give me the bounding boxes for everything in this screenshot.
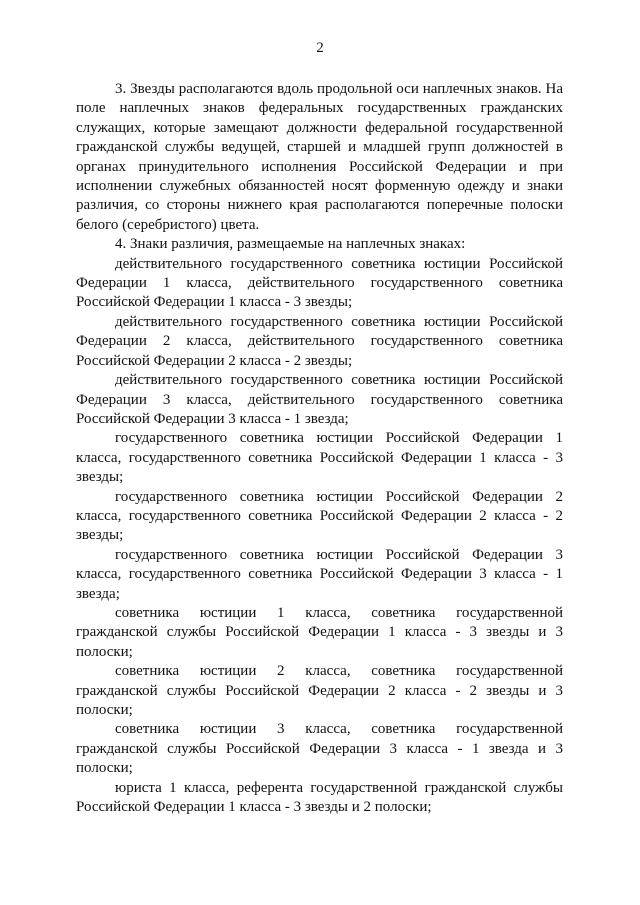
paragraph-list-item: государственного советника юстиции Российской Федерации 3 класса, государственного советника Российской Федерации 3 класса - 1 звезда; <box>76 546 563 602</box>
paragraph-list-item: действительного государственного советника юстиции Российской Федерации 1 класса, действительного государственного советника Российской Федерации 1 класса - 3 звезды; <box>76 255 563 311</box>
paragraph-list-item: государственного советника юстиции Российской Федерации 1 класса, государственного советника Российской Федерации 1 класса - 3 звезды; <box>76 430 563 486</box>
paragraph-list-item: действительного государственного советника юстиции Российской Федерации 3 класса, действительного государственного советника Российской Федерации 3 класса - 1 звезда; <box>76 372 563 427</box>
paragraph-list-item: юриста 1 класса, референта государственной гражданской службы Российской Федерации 1 класса - 3 звезды и 2 полоски; <box>76 779 563 816</box>
paragraph-list-item: действительного государственного советника юстиции Российской Федерации 2 класса, действительного государственного советника Российской Федерации 2 класса - 2 звезды; <box>76 313 563 369</box>
paragraph-list-item: государственного советника юстиции Российской Федерации 2 класса, государственного советника Российской Федерации 2 класса - 2 звезды; <box>76 488 563 544</box>
paragraph-stars-placement: 3. Звезды располагаются вдоль продольной оси наплечных знаков. На поле наплечных знаков федеральных государственных гражданских служащих, которые замещают должности федеральной государственной гражданской службы ведущей, старшей и младшей групп должностей в органах принудительного исполнения Российской Федерации и при исполнении служебных обязанностей носят форменную одежду и знаки различия, со стороны нижнего края располагаются поперечные полоски белого (серебристого) цвета. <box>76 81 563 233</box>
paragraph-list-item: советника юстиции 1 класса, советника государственной гражданской службы Российской Федерации 1 класса - 3 звезды и 3 полоски; <box>76 604 563 660</box>
paragraph-insignia-heading: 4. Знаки различия, размещаемые на наплечных знаках: <box>115 236 466 253</box>
paragraph-list-item: советника юстиции 2 класса, советника государственной гражданской службы Российской Федерации 2 класса - 2 звезды и 3 полоски; <box>76 663 563 718</box>
document-body <box>76 80 563 817</box>
page-number: 2 <box>316 40 324 56</box>
paragraph-list-item: советника юстиции 3 класса, советника государственной гражданской службы Российской Федерации 3 класса - 1 звезда и 3 полоски; <box>76 721 563 777</box>
